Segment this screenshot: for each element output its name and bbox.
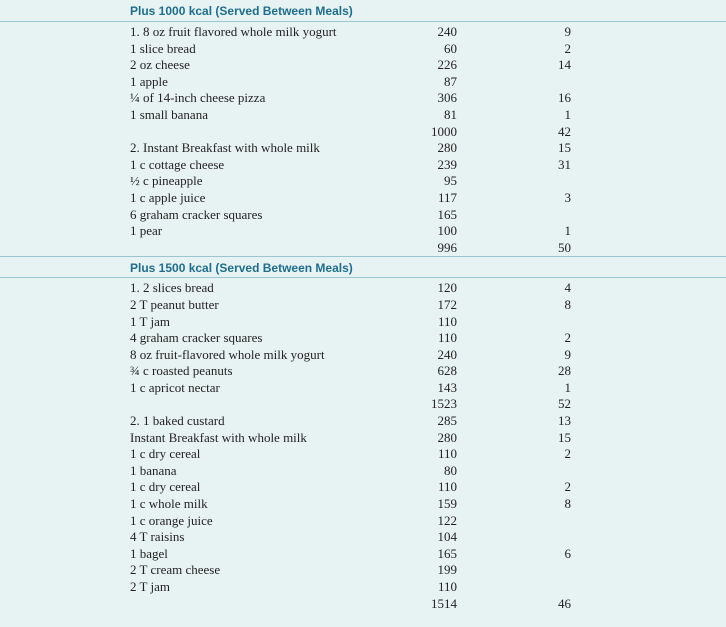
food-cell: 2. 1 baked custard (130, 413, 225, 429)
section-rows (0, 278, 726, 612)
kcal-cell: 159 (437, 496, 457, 512)
table-row (0, 413, 726, 430)
food-cell: 2 T jam (130, 579, 170, 594)
food-cell: 1 banana (130, 462, 177, 478)
protein-cell: 4 (564, 280, 571, 296)
table-row (0, 479, 726, 496)
food-cell: 1 c apricot nectar (130, 379, 220, 395)
table-row (0, 529, 726, 546)
food-cell: 6 graham cracker squares (130, 206, 263, 222)
kcal-cell: 110 (437, 330, 457, 346)
table-row (0, 430, 726, 447)
kcal-cell: 628 (437, 363, 457, 379)
table-row (0, 562, 726, 579)
food-cell: 1 c whole milk (130, 496, 208, 512)
food-cell: 1. 2 slices bread (130, 280, 214, 296)
subtotal-row (0, 596, 726, 613)
kcal-cell: 110 (437, 313, 457, 329)
section-1000-kcal (0, 0, 726, 256)
table-row (0, 207, 726, 224)
table-row (0, 463, 726, 480)
protein-cell: 8 (564, 296, 571, 312)
table-row (0, 380, 726, 397)
food-cell: ½ c pineapple (130, 173, 203, 189)
table-row (0, 280, 726, 297)
table-row (0, 24, 726, 41)
food-cell: 1 c dry cereal (130, 446, 201, 462)
table-row (0, 157, 726, 174)
food-cell: 1 bagel (130, 545, 168, 561)
food-cell: ¾ c roasted peanuts (130, 363, 233, 379)
kcal-cell: 122 (437, 512, 457, 528)
food-cell: 1 small banana (130, 106, 208, 122)
protein-cell: 9 (564, 24, 571, 39)
table-row (0, 347, 726, 364)
table-row (0, 446, 726, 463)
kcal-cell: 226 (437, 57, 457, 73)
table-row (0, 190, 726, 207)
section-title: Plus 1000 kcal (Served Between Meals) (0, 0, 726, 22)
kcal-cell: 81 (444, 106, 457, 122)
kcal-cell: 1523 (431, 396, 457, 412)
protein-cell: 2 (564, 479, 571, 495)
protein-cell: 9 (564, 346, 571, 362)
subtotal-row (0, 124, 726, 141)
table-row (0, 314, 726, 331)
kcal-cell: 1514 (431, 595, 457, 611)
kcal-cell: 117 (437, 189, 457, 205)
section-rows (0, 22, 726, 256)
kcal-cell: 104 (437, 529, 457, 545)
table-row (0, 330, 726, 347)
food-cell: 1 slice bread (130, 40, 196, 56)
subtotal-row (0, 396, 726, 413)
table-row (0, 107, 726, 124)
protein-cell: 1 (564, 379, 571, 395)
table-row (0, 90, 726, 107)
food-cell: 1 apple (130, 73, 168, 89)
protein-cell: 2 (564, 446, 571, 462)
food-cell: 1. 8 oz fruit flavored whole milk yogurt (130, 24, 337, 39)
food-cell: 1 c dry cereal (130, 479, 201, 495)
kcal-cell: 120 (437, 280, 457, 296)
kcal-cell: 240 (437, 24, 457, 39)
kcal-cell: 280 (437, 140, 457, 156)
section-title: Plus 1500 kcal (Served Between Meals) (0, 256, 726, 278)
table-row (0, 513, 726, 530)
kcal-cell: 143 (437, 379, 457, 395)
table-row (0, 74, 726, 91)
kcal-cell: 306 (437, 90, 457, 106)
food-cell: 2. Instant Breakfast with whole milk (130, 140, 320, 156)
table-row (0, 579, 726, 596)
table-row (0, 223, 726, 240)
kcal-cell: 996 (437, 239, 457, 255)
kcal-cell: 87 (444, 73, 457, 89)
table-row (0, 173, 726, 190)
food-cell: 8 oz fruit-flavored whole milk yogurt (130, 346, 325, 362)
protein-cell: 1 (564, 223, 571, 239)
protein-cell: 1 (564, 106, 571, 122)
food-cell: ¼ of 14-inch cheese pizza (130, 90, 266, 106)
food-cell: Instant Breakfast with whole milk (130, 429, 307, 445)
protein-cell: 14 (558, 57, 571, 73)
protein-cell: 15 (558, 429, 571, 445)
table-row (0, 546, 726, 563)
table-row (0, 297, 726, 314)
protein-cell: 6 (564, 545, 571, 561)
food-cell: 1 T jam (130, 313, 170, 329)
kcal-cell: 165 (437, 545, 457, 561)
table-row (0, 363, 726, 380)
subtotal-row (0, 240, 726, 257)
protein-cell: 46 (558, 595, 571, 611)
kcal-cell: 100 (437, 223, 457, 239)
protein-cell: 3 (564, 189, 571, 205)
food-cell: 4 graham cracker squares (130, 330, 263, 346)
kcal-cell: 280 (437, 429, 457, 445)
protein-cell: 13 (558, 413, 571, 429)
table-row (0, 140, 726, 157)
kcal-cell: 110 (437, 579, 457, 594)
kcal-cell: 1000 (431, 123, 457, 139)
protein-cell: 50 (558, 239, 571, 255)
kcal-cell: 110 (437, 446, 457, 462)
table-row (0, 57, 726, 74)
protein-cell: 15 (558, 140, 571, 156)
food-cell: 2 T cream cheese (130, 562, 221, 578)
kcal-cell: 80 (444, 462, 457, 478)
protein-cell: 42 (558, 123, 571, 139)
food-cell: 1 c orange juice (130, 512, 213, 528)
protein-cell: 8 (564, 496, 571, 512)
protein-cell: 2 (564, 330, 571, 346)
food-cell: 2 oz cheese (130, 57, 190, 73)
kcal-cell: 60 (444, 40, 457, 56)
food-cell: 2 T peanut butter (130, 296, 219, 312)
protein-cell: 52 (558, 396, 571, 412)
food-cell: 4 T raisins (130, 529, 185, 545)
kcal-cell: 199 (437, 562, 457, 578)
table-row (0, 496, 726, 513)
food-cell: 1 c cottage cheese (130, 156, 225, 172)
food-cell: 1 c apple juice (130, 189, 206, 205)
kcal-cell: 240 (437, 346, 457, 362)
section-1500-kcal (0, 256, 726, 612)
food-cell: 1 pear (130, 223, 163, 239)
kcal-cell: 110 (437, 479, 457, 495)
kcal-cell: 165 (437, 206, 457, 222)
protein-cell: 31 (558, 156, 571, 172)
protein-cell: 28 (558, 363, 571, 379)
kcal-cell: 172 (437, 296, 457, 312)
kcal-cell: 285 (437, 413, 457, 429)
kcal-cell: 95 (444, 173, 457, 189)
protein-cell: 2 (564, 40, 571, 56)
kcal-cell: 239 (437, 156, 457, 172)
protein-cell: 16 (558, 90, 571, 106)
table-row (0, 41, 726, 58)
